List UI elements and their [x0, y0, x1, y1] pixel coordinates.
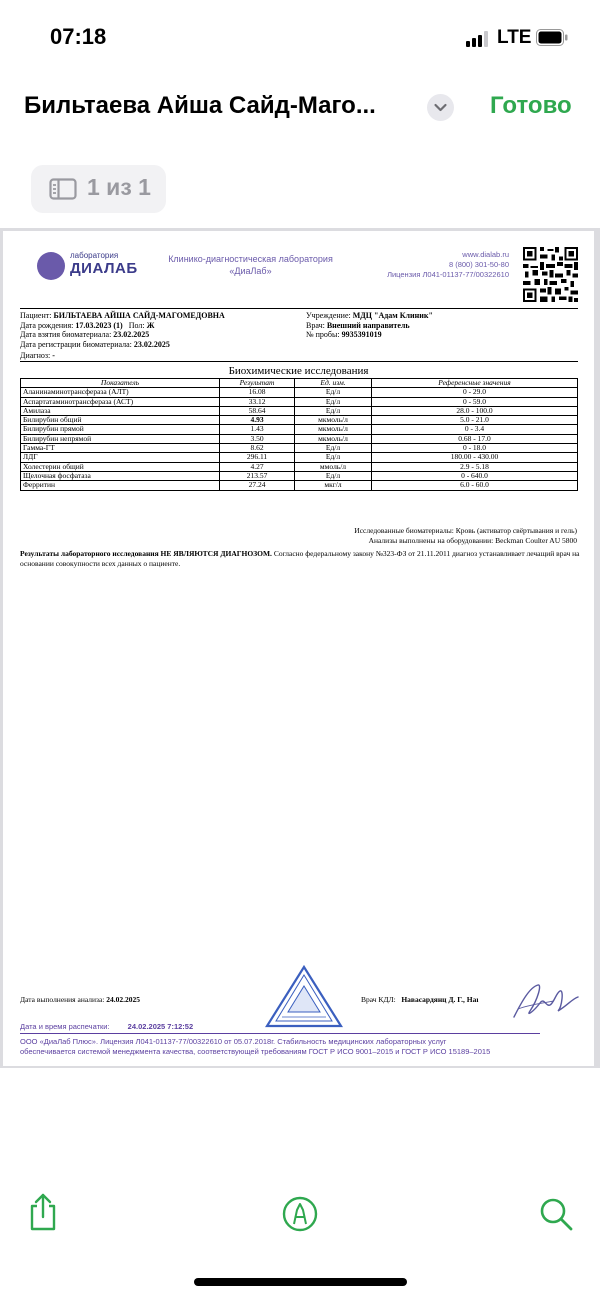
lab-stamp-icon [264, 964, 344, 1030]
kdl-doctor-label: Врач КДЛ: [361, 995, 396, 1004]
cellular-signal-icon [466, 31, 492, 47]
cell-reference: 0.68 - 17.0 [372, 434, 578, 443]
doctor-value: Внешний направитель [326, 320, 410, 330]
logo-caption: лаборатория [70, 251, 119, 260]
cell-unit: ммоль/л [295, 462, 372, 471]
cell-reference: 180.00 - 430.00 [372, 453, 578, 462]
logo-name: ДИАЛАБ [70, 260, 138, 277]
battery-icon [536, 29, 568, 46]
network-type: LTE [497, 27, 532, 48]
sample-label: № пробы: [306, 330, 340, 339]
lab-logo [37, 250, 137, 282]
cell-reference: 5.0 - 21.0 [372, 416, 578, 425]
registered-value: 23.02.2025 [133, 339, 170, 349]
table-row [21, 462, 578, 471]
cell-reference: 0 - 29.0 [372, 388, 578, 397]
search-icon[interactable] [538, 1194, 574, 1234]
patient-line [20, 311, 225, 321]
table-row [21, 453, 578, 462]
table-row [21, 471, 578, 480]
page-count: 1 из 1 [87, 174, 151, 200]
status-bar [0, 0, 600, 78]
table-row [21, 406, 578, 415]
column-header: Результат [220, 379, 295, 388]
cell-result: 296.11 [220, 453, 295, 462]
cell-reference: 28.0 - 100.0 [372, 406, 578, 415]
kdl-doctor-line [361, 995, 501, 1004]
dob-label: Дата рождения: [20, 320, 74, 330]
print-datetime [20, 1022, 193, 1031]
cell-result: 27.24 [220, 481, 295, 490]
divider [20, 308, 578, 309]
divider [20, 1033, 540, 1034]
sidebar-icon [49, 178, 77, 200]
cell-reference: 0 - 640.0 [372, 471, 578, 480]
cell-result: 8.62 [220, 444, 295, 453]
disclaimer-bold: Результаты лабораторного исследования НЕ ЯВЛЯЮТСЯ ДИАГНОЗОМ. [20, 549, 272, 558]
cell-unit: мкмоль/л [295, 425, 372, 434]
qr-code-icon [523, 247, 578, 302]
cell-name: Ферритин [21, 481, 220, 490]
status-time: 07:18 [50, 24, 107, 49]
cell-result: 213.57 [220, 471, 295, 480]
cell-reference: 2.9 - 5.18 [372, 462, 578, 471]
disclaimer-text: Согласно федеральному закону №323-ФЗ от 21.11.2011 диагноз устанавливает лечащий врач на основании совокупности всех данных о пациенте. [20, 549, 580, 568]
cell-unit: мкмоль/л [295, 416, 372, 425]
patient-name: БИЛЬТАЕВА АЙША САЙД-МАГОМЕДОВНА [53, 311, 225, 320]
sex-value: Ж [146, 320, 155, 330]
title-menu-button[interactable] [427, 94, 454, 121]
footer [20, 1037, 490, 1057]
logo-mark-icon [37, 252, 65, 280]
registered-line [20, 340, 170, 350]
cell-name: Амилаза [21, 406, 220, 415]
footer-line: обеспечивается системой менеджмента качества, соответствующей требованиям ГОСТ Р ИСО 9001–2015 и ГОСТ Р ИСО 15189–2015 [20, 1047, 491, 1056]
print-value: 24.02.2025 7:12:52 [127, 1022, 194, 1031]
table-row [21, 416, 578, 425]
signature-icon [508, 981, 580, 1023]
cell-result: 1.43 [220, 425, 295, 434]
sample-line [306, 330, 382, 340]
cell-reference: 6.0 - 60.0 [372, 481, 578, 490]
section-title: Биохимические исследования [228, 365, 369, 377]
patient-label: Пациент: [20, 311, 52, 320]
document-viewer[interactable] [0, 228, 600, 1068]
cell-result: 4.93 [220, 416, 295, 425]
cell-name: Щелочная фосфатаза [21, 471, 220, 480]
column-header: Ед. изм. [295, 379, 372, 388]
share-icon[interactable] [25, 1192, 61, 1232]
table-row [21, 481, 578, 490]
cell-unit: Ед/л [295, 444, 372, 453]
equipment-note: Анализы выполнены на оборудовании: Beckman Coulter AU 5800 [368, 536, 577, 545]
table-row [21, 425, 578, 434]
lab-name-line: «ДиаЛаб» [229, 266, 272, 276]
cell-unit: мкг/л [295, 481, 372, 490]
doctor-line [306, 321, 410, 331]
print-label: Дата и время распечатки: [20, 1022, 110, 1031]
lab-website: www.dialab.ru [462, 250, 509, 259]
results-table [20, 378, 578, 491]
cell-name: Билирубин общий [21, 416, 220, 425]
collected-value: 23.02.2025 [113, 330, 150, 339]
cell-reference: 0 - 18.0 [372, 444, 578, 453]
cell-unit: мкмоль/л [295, 434, 372, 443]
lab-name-line: Клинико-диагностическая лаборатория [168, 254, 333, 264]
divider [20, 361, 578, 362]
lab-license: Лицензия Л041-01137-77/00322610 [387, 270, 509, 279]
institution-label: Учреждение: [306, 311, 351, 320]
dob-value: 17.03.2023 (1) [75, 320, 123, 330]
cell-result: 33.12 [220, 397, 295, 406]
cell-name: Билирубин непрямой [21, 434, 220, 443]
collected-label: Дата взятия биоматериала: [20, 330, 112, 339]
cell-name: Билирубин прямой [21, 425, 220, 434]
lab-phone: 8 (800) 301-50-80 [448, 260, 509, 269]
document-page [3, 231, 594, 1066]
analysis-date-line [20, 995, 140, 1004]
cell-unit: Ед/л [295, 388, 372, 397]
cell-name: ЛДГ [21, 453, 220, 462]
diagnosis-value: - [52, 351, 55, 360]
diagnosis-line [20, 351, 55, 361]
institution-line [306, 311, 433, 321]
sample-value: 9935391019 [341, 330, 382, 339]
biomaterial-note: Исследованные биоматериалы: Кровь (активатор свёртывания и гель) [354, 526, 577, 535]
column-header: Референсные значения [372, 379, 578, 388]
dob-line [20, 321, 155, 331]
document-title[interactable]: Бильтаева Айша Сайд-Маго... [24, 92, 376, 119]
doctor-label: Врач: [306, 320, 325, 330]
cell-result: 4.27 [220, 462, 295, 471]
cell-name: Аланинаминотрансфераза (АЛТ) [21, 388, 220, 397]
registered-label: Дата регистрации биоматериала: [20, 339, 132, 349]
page-indicator[interactable] [31, 165, 166, 213]
cell-result: 16.08 [220, 388, 295, 397]
cell-unit: Ед/л [295, 453, 372, 462]
cell-reference: 0 - 3.4 [372, 425, 578, 434]
kdl-doctor-name: Навасардянц Д. Г., Наı [401, 995, 479, 1004]
home-indicator[interactable] [194, 1278, 407, 1286]
lab-name [153, 253, 348, 277]
cell-name: Аспартатаминотрансфераза (АСТ) [21, 397, 220, 406]
markup-icon[interactable] [282, 1194, 318, 1234]
table-row [21, 388, 578, 397]
cell-result: 3.50 [220, 434, 295, 443]
cell-result: 58.64 [220, 406, 295, 415]
cell-unit: Ед/л [295, 471, 372, 480]
cell-name: Гамма-ГТ [21, 444, 220, 453]
column-header: Показатель [21, 379, 220, 388]
navigation-bar [0, 86, 600, 132]
footer-line: ООО «ДиаЛаб Плюс». Лицензия Л041-01137-77/00322610 от 05.07.2018г. Стабильность медицинских лабораторных услуг [20, 1037, 447, 1046]
lab-contacts [363, 250, 509, 280]
cell-name: Холестерин общий [21, 462, 220, 471]
cell-unit: Ед/л [295, 397, 372, 406]
table-row [21, 397, 578, 406]
sex-label: Пол: [128, 320, 145, 330]
collected-line [20, 330, 149, 340]
cell-reference: 0 - 59.0 [372, 397, 578, 406]
chevron-down-icon [427, 94, 454, 121]
institution-value: МДЦ "Адам Клиник" [352, 311, 433, 320]
cell-unit: Ед/л [295, 406, 372, 415]
done-button[interactable]: Готово [490, 92, 572, 119]
disclaimer [20, 549, 580, 569]
diagnosis-label: Диагноз: [20, 351, 51, 360]
table-row [21, 434, 578, 443]
analysis-date-label: Дата выполнения анализа: [20, 995, 105, 1004]
analysis-date-value: 24.02.2025 [106, 995, 140, 1004]
